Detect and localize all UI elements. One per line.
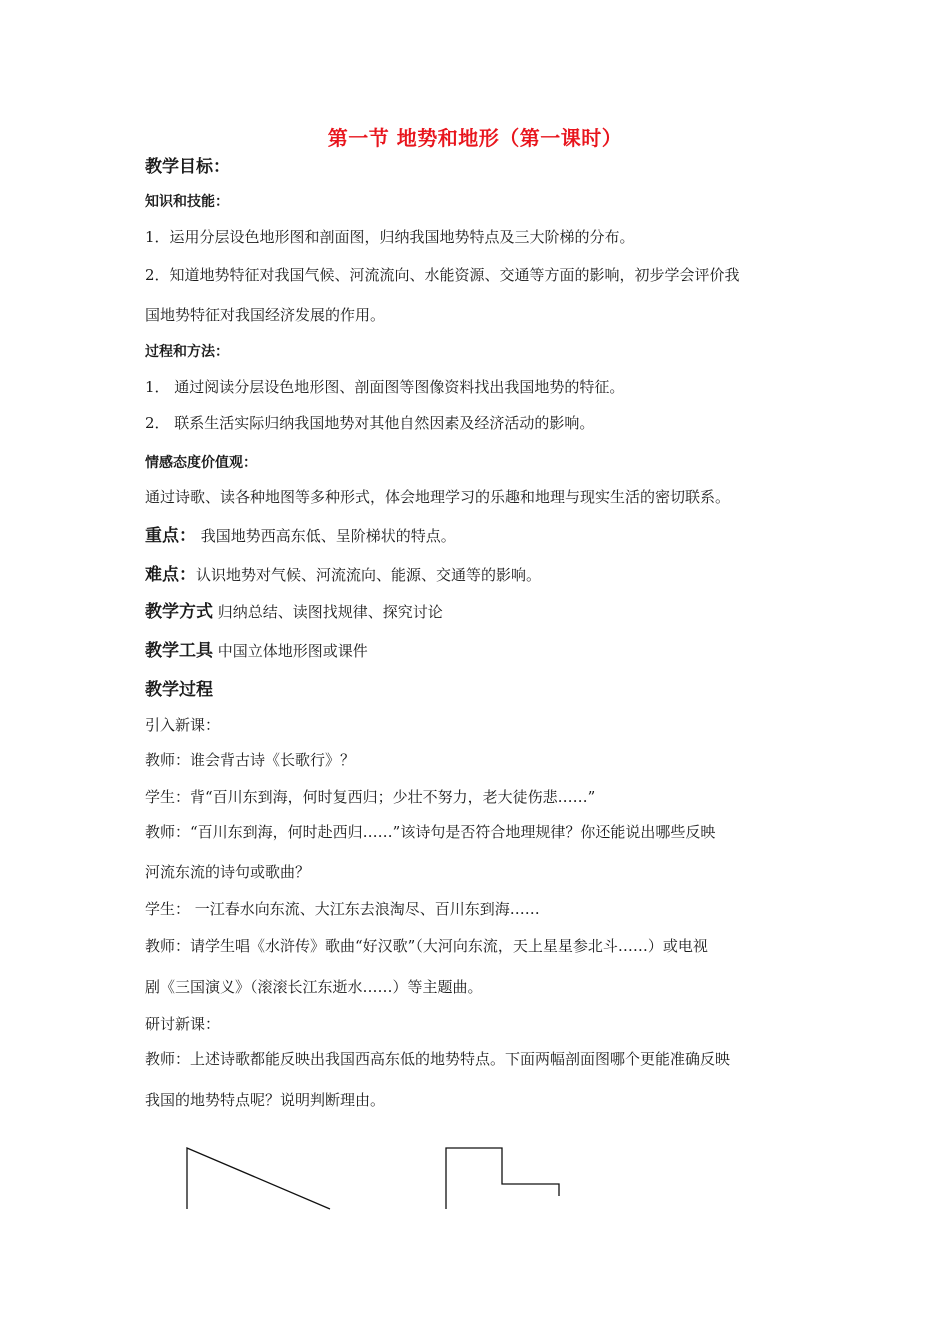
intro-label: 引入新课： — [145, 716, 221, 734]
tools-text: 中国立体地形图或课件 — [213, 642, 368, 660]
process-item-1: 1． 通过阅读分层设色地形图、剖面图等图像资料找出我国地势的特征。 — [145, 378, 625, 396]
knowledge-item-2-line-2: 国地势特征对我国经济发展的作用。 — [145, 306, 386, 324]
student-line-1: 学生：背“百川东到海，何时复西归；少壮不努力，老大徒伤悲……” — [145, 788, 596, 806]
method-label: 教学方式 — [145, 602, 213, 622]
teacher-line-2b: 河流东流的诗句或歌曲？ — [145, 863, 311, 881]
teacher-line-1: 教师：谁会背古诗《长歌行》？ — [145, 751, 356, 769]
teacher-line-4a: 教师：上述诗歌都能反映出我国西高东低的地势特点。下面两幅剖面图哪个更能准确反映 — [145, 1050, 731, 1068]
emotion-text: 通过诗歌、读各种地图等多种形式，体会地理学习的乐趣和地理与现实生活的密切联系。 — [145, 488, 731, 506]
procedure-heading: 教学过程 — [145, 680, 213, 700]
key-point-text: 我国地势西高东低、呈阶梯状的特点。 — [196, 527, 456, 545]
discuss-label: 研讨新课： — [145, 1015, 221, 1033]
teacher-line-2a: 教师：“百川东到海，何时赴西归……”该诗句是否符合地理规律？你还能说出哪些反映 — [145, 823, 716, 841]
profile-diagram-slope — [187, 1148, 330, 1209]
process-heading: 过程和方法： — [145, 344, 229, 360]
student-line-2: 学生： 一江春水向东流、大江东去浪淘尽、百川东到海…… — [145, 900, 540, 918]
method-text: 归纳总结、读图找规律、探究讨论 — [213, 603, 443, 621]
profile-diagram-steps — [446, 1148, 559, 1209]
knowledge-item-2-line-1: 2．知道地势特征对我国气候、河流流向、水能资源、交通等方面的影响，初步学会评价我 — [145, 266, 740, 284]
difficulty-text: 认识地势对气候、河流流向、能源、交通等的影响。 — [196, 566, 542, 584]
teacher-line-4b: 我国的地势特点呢？说明判断理由。 — [145, 1091, 386, 1109]
page-title: 第一节 地势和地形（第一课时） — [327, 126, 623, 150]
teacher-line-3a: 教师：请学生唱《水浒传》歌曲“好汉歌”（大河向东流，天上星星参北斗……）或电视 — [145, 937, 708, 955]
knowledge-heading: 知识和技能： — [145, 194, 229, 210]
emotion-heading: 情感态度价值观： — [145, 455, 257, 471]
difficulty-label: 难点： — [145, 565, 196, 585]
goals-heading: 教学目标： — [145, 157, 230, 177]
teacher-line-3b: 剧《三国演义》（滚滚长江东逝水……）等主题曲。 — [145, 978, 483, 996]
tools-label: 教学工具 — [145, 641, 213, 661]
key-point-label: 重点： — [145, 526, 196, 546]
process-item-2: 2． 联系生活实际归纳我国地势对其他自然因素及经济活动的影响。 — [145, 414, 595, 432]
knowledge-item-1: 1．运用分层设色地形图和剖面图，归纳我国地势特点及三大阶梯的分布。 — [145, 228, 635, 246]
